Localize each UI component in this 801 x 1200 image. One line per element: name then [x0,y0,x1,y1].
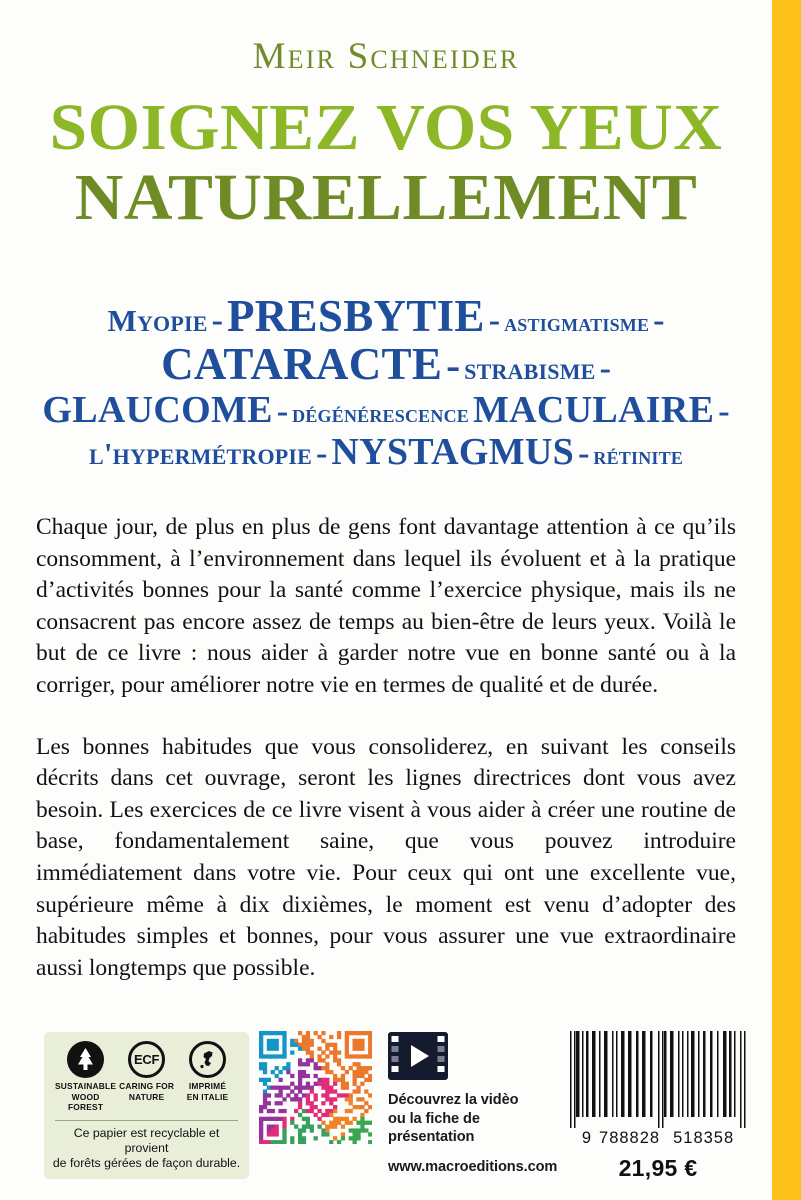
eco-certification-badge [44,1032,249,1179]
eco-icon-row [51,1041,242,1113]
paragraph-2: Les bonnes habitudes que vous consoliderez, en suivant les conseils décrits dans cet ouvrage, seront les lignes directrices dont vous avez besoin. Les exercices de ce livre visent à vous aider à créer une routine de base, fondamentalement saine, que vous pouvez introduire immédiatement dans votre vie. Pour ceux qui ont une excellente vue, supérieure même à dix dixièmes, le moment est venu d’adopter des habitudes simples et bonnes, pour vous assurer une vue extraordinaire aussi longtemps que possible. [36,733,736,981]
condition-term: rétinite [593,440,684,470]
book-title [0,91,772,235]
eco-item-ecf [116,1041,177,1113]
title-line-2: NATURELLEMENT [74,161,698,235]
conditions-line-1 [0,290,772,341]
eco-divider [55,1120,238,1121]
conditions-line-4 [0,430,772,473]
video-caption-line-2: ou la fiche de présentation [388,1110,480,1145]
condition-term: astigmatisme [504,307,650,337]
eco-item-sustainable-wood [55,1041,116,1113]
price-label: 21,95 € [618,1155,698,1181]
eco-label-2a: CARING FOR [119,1081,175,1091]
conditions-separator: - [653,301,665,339]
eco-note-line-2: de forêts gérées de façon durable. [52,1155,241,1170]
eco-label-3a: IMPRIMÉ [188,1081,227,1091]
eco-note-line-1: Ce papier est recyclable et provient [73,1125,220,1155]
ecf-icon [128,1041,165,1078]
condition-term: GLAUCOME [42,389,273,432]
eco-label-1a: SUSTAINABLE [55,1081,117,1091]
video-promo[interactable] [388,1032,558,1175]
condition-term: l'hypermétropie [88,435,313,471]
condition-term: NYSTAGMUS [331,430,575,473]
italy-map-icon [189,1041,226,1078]
paragraph-1: Chaque jour, de plus en plus de gens font davantage attention à ce qu’ils consomment, à l’environnement dans lequel ils évoluent et à la pratique d’activités bonnes pour la santé comme l’exercice physique, mais ils ne consacrent pas encore assez de temps au bien-être de leurs yeux. Voilà le but de ce livre : nous aider à garder notre vue en bonne santé ou à la corriger, pour améliorer notre vie en termes de qualité et de durée. [36,514,736,699]
isbn-group-1: 788828 [599,1129,661,1147]
condition-term: PRESBYTIE [226,290,485,341]
eco-recycling-note [51,1126,242,1171]
conditions-line-3 [0,391,772,431]
isbn-group-2: 518358 [673,1129,735,1147]
eco-label-3b: EN ITALIE [186,1091,229,1102]
spine-strip [772,0,801,1200]
conditions-separator: - [578,434,590,472]
ecf-icon-text: ECF [134,1052,160,1067]
film-play-icon [388,1032,448,1080]
conditions-separator: - [446,343,461,390]
conditions-separator: - [211,301,223,339]
tree-icon [67,1041,104,1078]
condition-term: Myopie [107,302,208,338]
conditions-line-2 [0,341,772,389]
conditions-separator: - [488,301,501,339]
footer [0,1022,772,1200]
video-caption [388,1091,558,1147]
conditions-separator: - [316,434,328,472]
qr-code[interactable] [259,1031,372,1144]
title-line-1: SOIGNEZ VOS YEUX [49,91,723,164]
publisher-url[interactable]: www.macroeditions.com [388,1158,558,1175]
condition-term: strabisme [464,351,596,387]
conditions-separator: - [599,350,611,388]
author-name: Meir Schneider [252,36,520,77]
condition-term: CATARACTE [161,339,443,390]
eco-item-printed-italy [177,1041,238,1113]
eco-label-2b: NATURE [128,1091,165,1102]
isbn-lead-digit: 9 [581,1129,593,1147]
conditions-separator: - [718,393,730,431]
isbn-barcode [568,1031,748,1182]
video-caption-line-1: Découvrez la vidèo [388,1092,519,1108]
condition-term: MACULAIRE [472,389,715,432]
barcode-bars [568,1031,748,1128]
conditions-separator: - [276,393,289,431]
description-text [36,474,736,984]
eco-label-1b: WOOD FOREST [67,1091,104,1112]
conditions-list [0,290,772,473]
condition-term: dégénérescence [292,399,469,429]
isbn-digits [568,1129,748,1148]
